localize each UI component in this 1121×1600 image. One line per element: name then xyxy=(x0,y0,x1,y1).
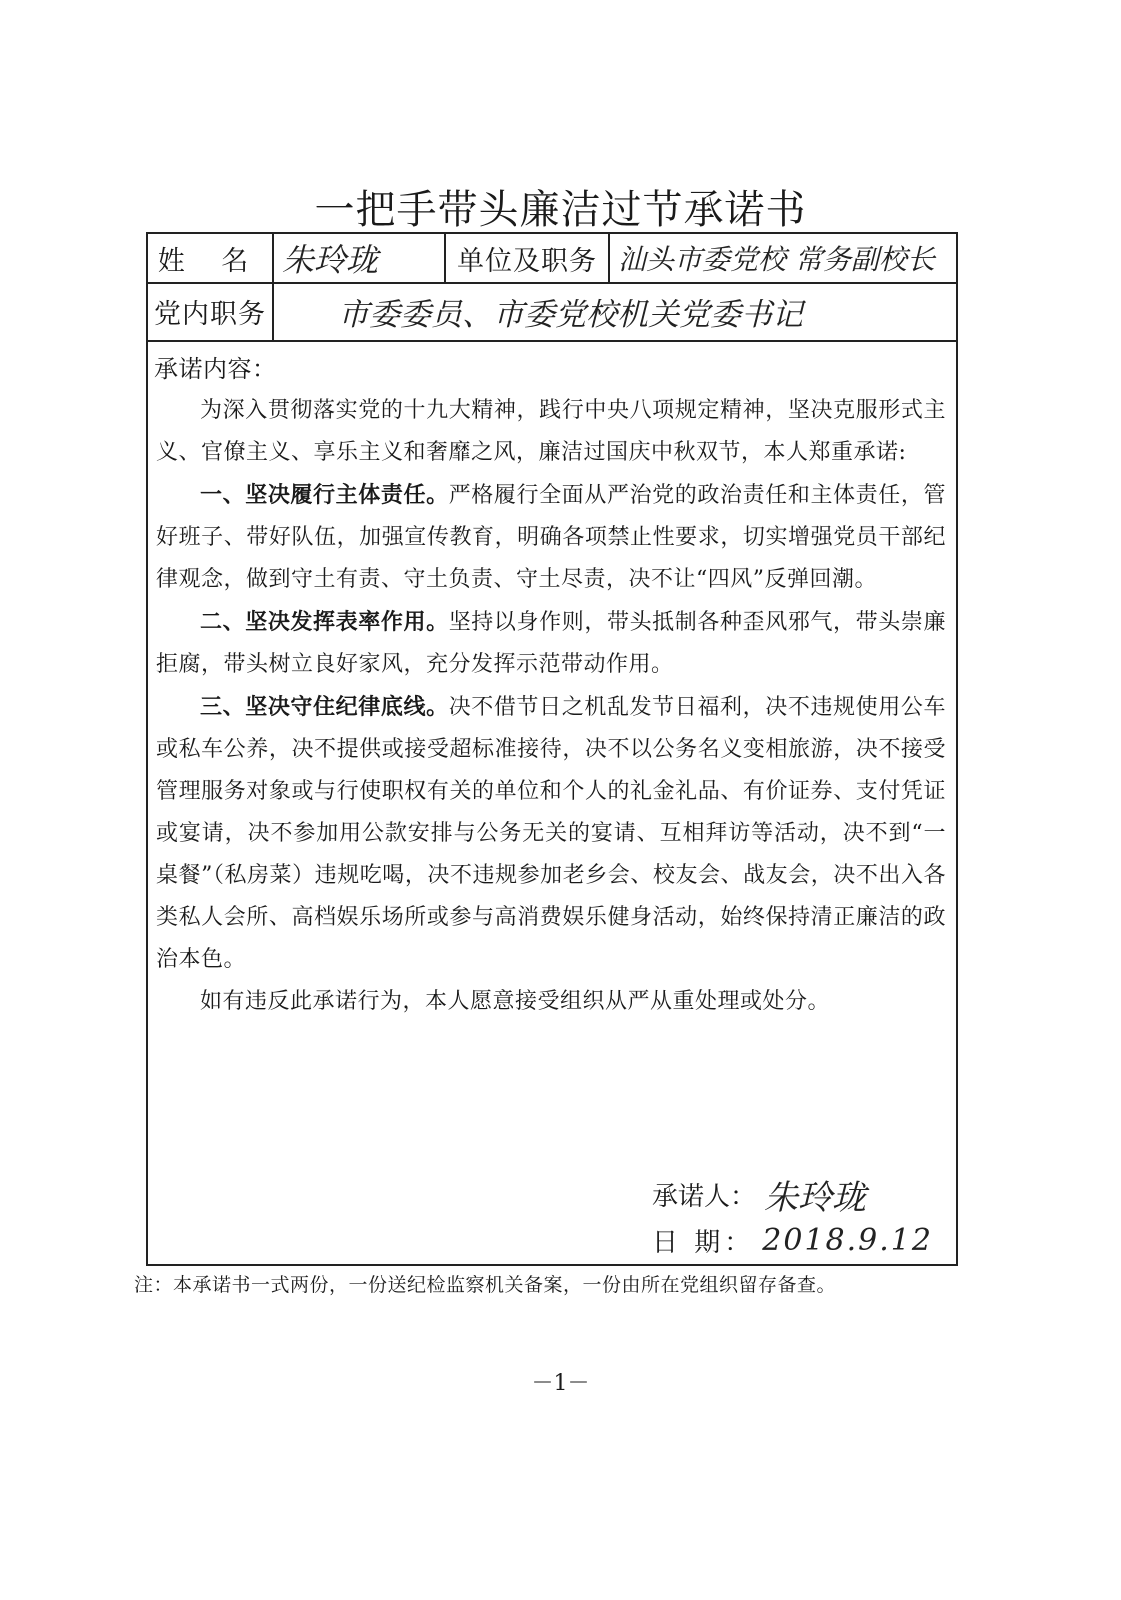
content-heading: 承诺内容： xyxy=(154,355,277,383)
item-3-title: 三、坚决守住纪律底线。 xyxy=(200,694,449,720)
party-position-label: 党内职务 xyxy=(154,298,266,330)
unit-value: 汕头市委党校 常务副校长 xyxy=(618,243,935,276)
item-1-text: 严格履行全面从严治党的政治责任和主体责任，管好班子、带好队伍，加强宣传教育，明确各项禁止性要求，切实增强党员干部纪律观念，做到守土有责、守土负责、守土尽责，决不让“四风”反弹回潮。 xyxy=(156,483,946,592)
commitment-item-3 xyxy=(156,686,946,981)
signer-label: 承诺人： xyxy=(652,1181,757,1212)
unit-label: 单位及职务 xyxy=(457,245,597,277)
column-divider xyxy=(272,234,274,340)
commitment-form xyxy=(146,232,958,1266)
page-number: －1－ xyxy=(531,1371,590,1396)
commitment-item-1 xyxy=(156,474,946,601)
party-position-value: 市委委员、市委党校机关党委书记 xyxy=(338,296,803,333)
date-row xyxy=(652,1218,933,1262)
intro-paragraph: 为深入贯彻落实党的十九大精神，践行中央八项规定精神，坚决克服形式主义、官僚主义、享乐主义和奢靡之风，廉洁过国庆中秋双节，本人郑重承诺: xyxy=(156,398,946,465)
row-divider xyxy=(148,340,956,342)
commitment-item-2 xyxy=(156,601,946,686)
name-value: 朱玲珑 xyxy=(282,241,379,279)
date-label: 日 期： xyxy=(652,1227,755,1258)
signer-row xyxy=(652,1172,866,1216)
column-divider xyxy=(608,234,610,282)
item-2-title: 二、坚决发挥表率作用。 xyxy=(200,609,449,635)
footnote: 注：本承诺书一式两份，一份送纪检监察机关备案，一份由所在党组织留存备查。 xyxy=(134,1274,837,1296)
commitment-content xyxy=(156,348,946,1023)
item-1-title: 一、坚决履行主体责任。 xyxy=(200,482,449,508)
item-3-text: 决不借节日之机乱发节日福利，决不违规使用公车或私车公养，决不提供或接受超标准接待，决不以公务名义变相旅游，决不接受管理服务对象或与行使职权有关的单位和个人的礼金礼品、有价证券、支付凭证或宴请，决不参加用公款安排与公务无关的宴请、互相拜访等活动，决不到“一桌餐”（私房菜）违规吃喝，决不违规参加老乡会、校友会、战友会，决不出入各类私人会所、高档娱乐场所或参与高消费娱乐健身活动，始终保持清正廉洁的政治本色。 xyxy=(156,695,946,972)
date-value: 2018.9.12 xyxy=(762,1222,933,1258)
item-2-text: 坚持以身作则，带头抵制各种歪风邪气，带头崇廉拒腐，带头树立良好家风，充分发挥示范带动作用。 xyxy=(156,610,946,677)
closing-paragraph: 如有违反此承诺行为，本人愿意接受组织从严从重处理或处分。 xyxy=(200,989,831,1014)
signer-signature: 朱玲珑 xyxy=(764,1177,867,1218)
name-label: 姓 名 xyxy=(157,245,263,277)
document-title: 一把手带头廉洁过节承诺书 xyxy=(314,187,807,233)
